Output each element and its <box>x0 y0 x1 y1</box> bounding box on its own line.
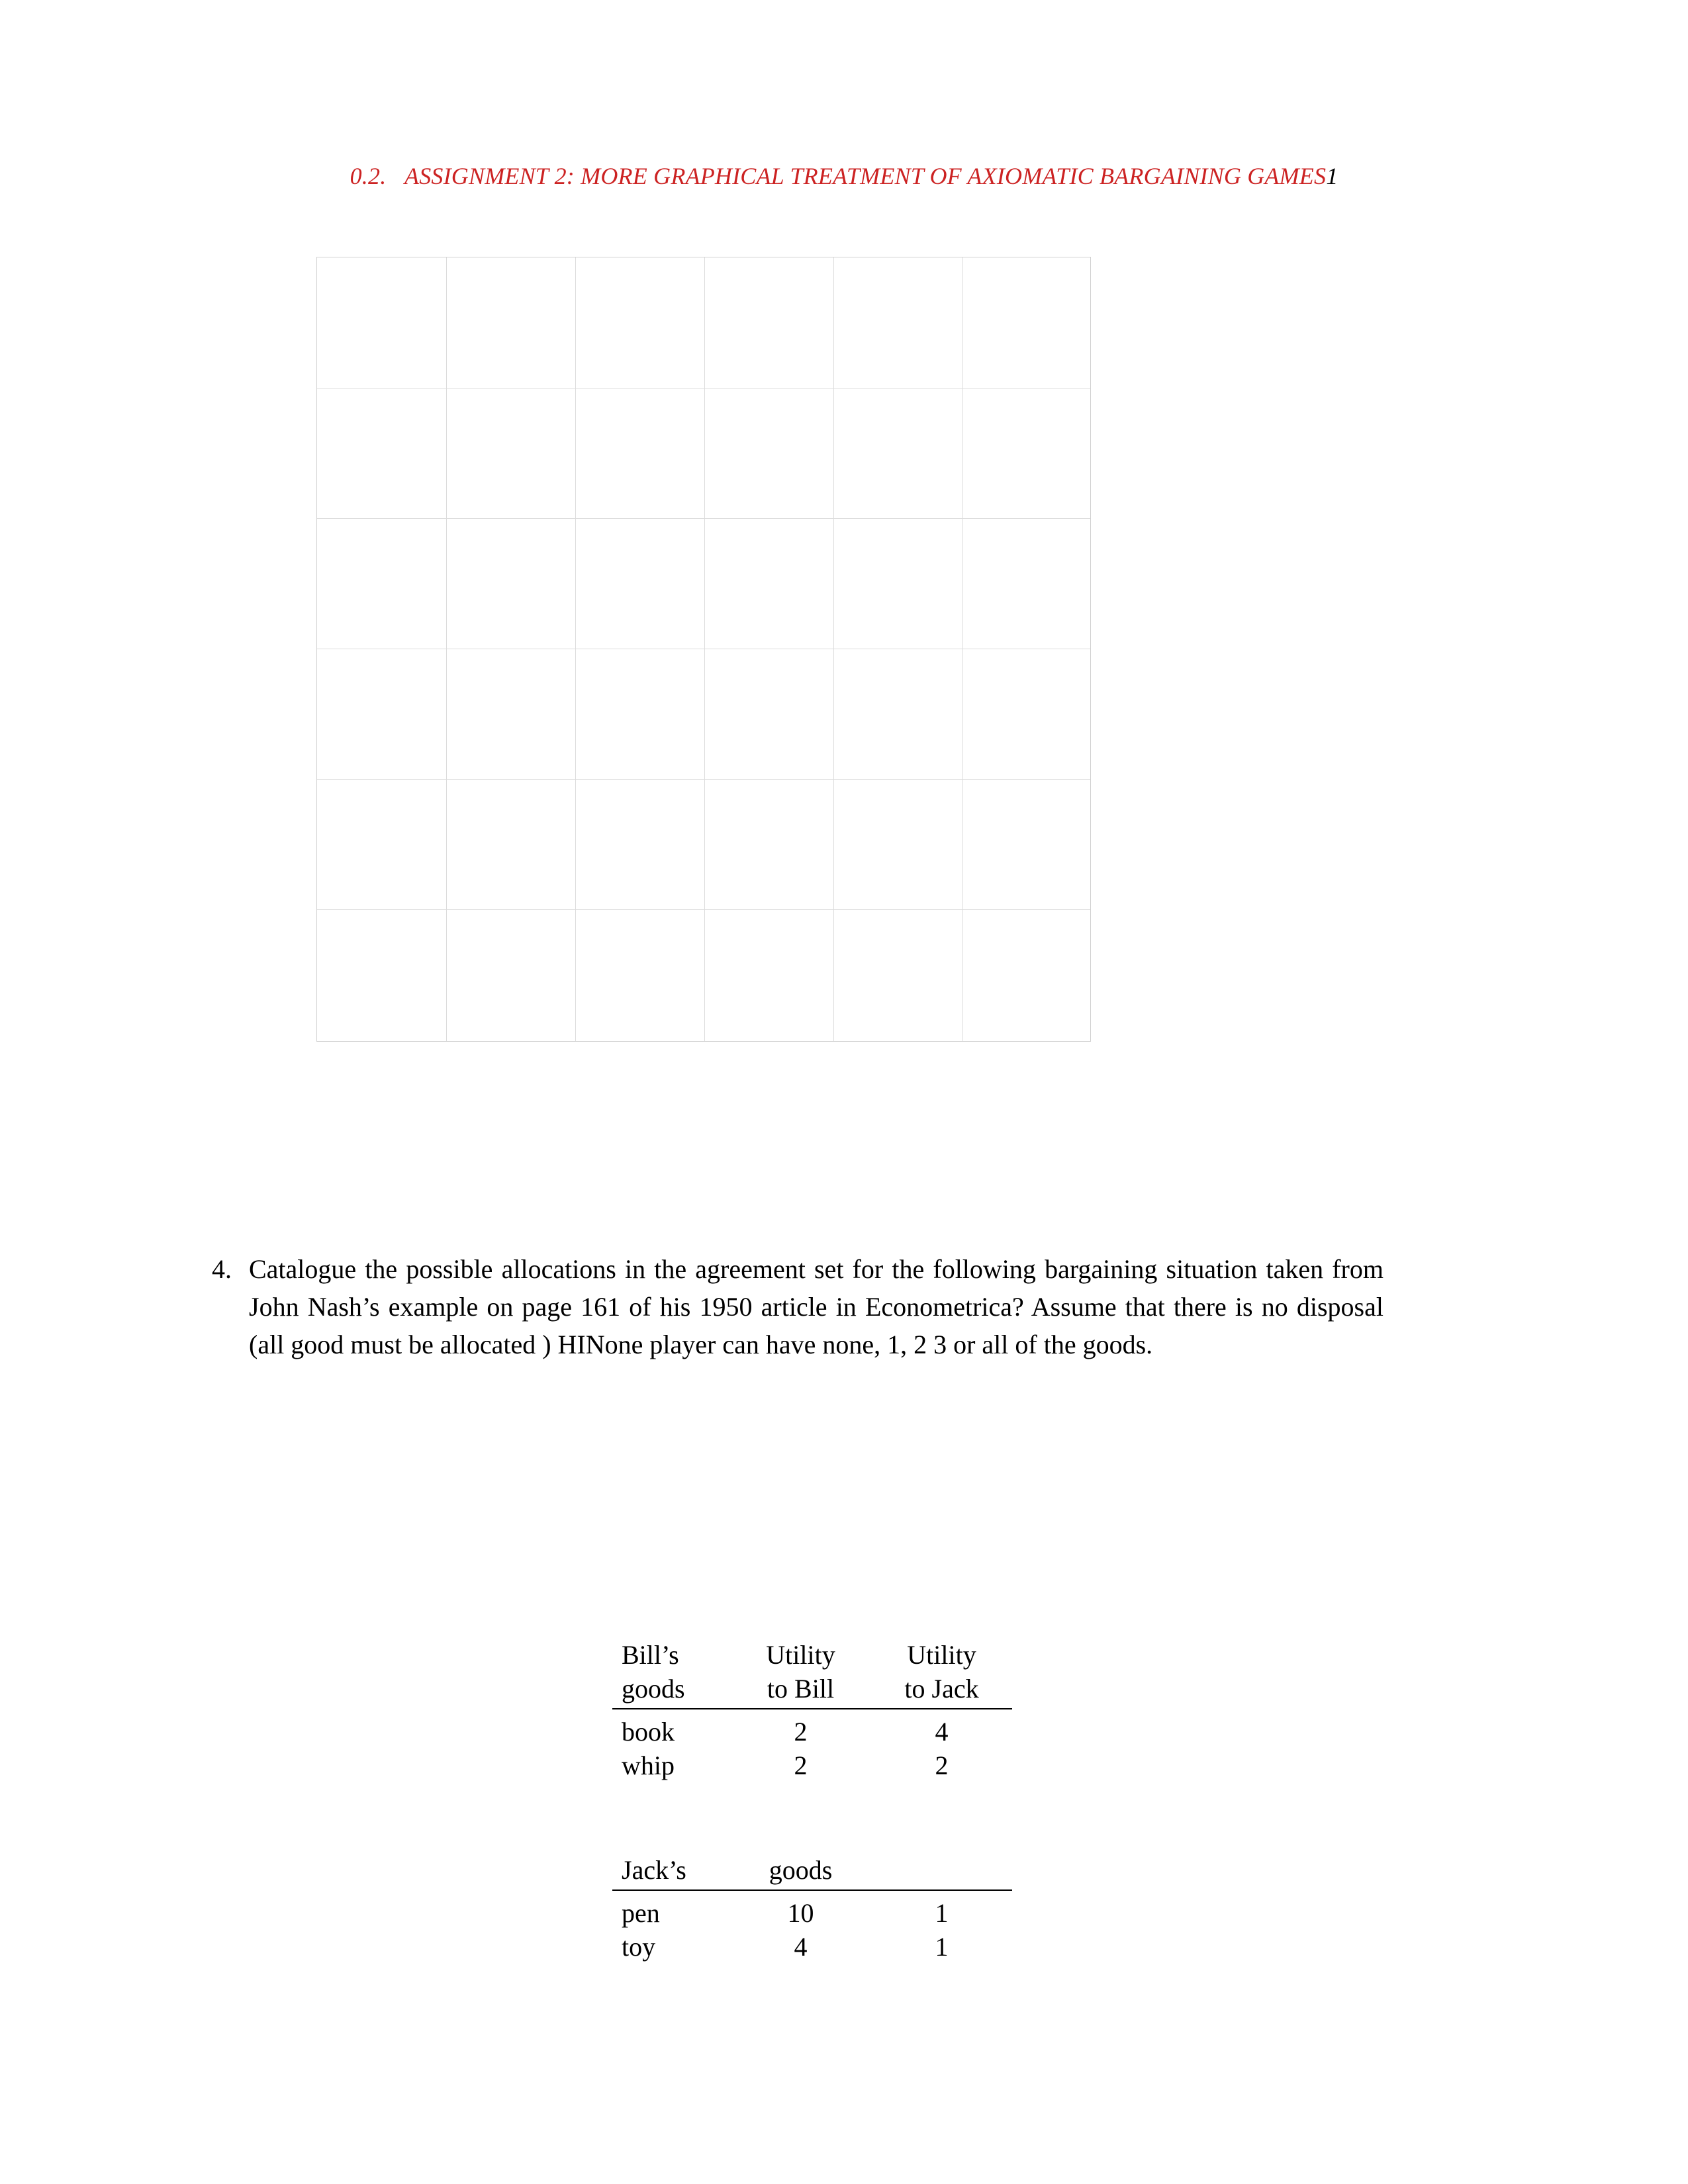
grid-vertical-line <box>833 257 834 1041</box>
jacks-row-utility-jack: 1 <box>935 1932 949 1962</box>
question-text: Catalogue the possible allocations in the agreement set for the following bargaining situation taken from John Nash’s example on page 161 of his 1950 article in Econometrica? Assume that there is no disposal (all good must be allocated ) HINone player can have none, 1, 2 3 or all of the goods. <box>249 1254 1383 1359</box>
bills-goods-table <box>612 1638 1012 1782</box>
jacks-header-blank <box>871 1853 1012 1890</box>
grid-horizontal-line <box>317 518 1090 519</box>
jacks-row-utility-bill: 4 <box>794 1932 808 1962</box>
bills-row-utility-bill: 2 <box>794 1717 808 1747</box>
header-page-number: 1 <box>1326 163 1338 189</box>
table-row <box>612 1930 1012 1964</box>
jacks-header-goods: goods <box>730 1853 871 1890</box>
grid-vertical-line <box>446 257 447 1041</box>
jacks-row-utility-jack: 1 <box>935 1898 949 1928</box>
empty-grid-figure <box>316 257 1091 1042</box>
bills-header-goods-line2: goods <box>612 1672 730 1709</box>
table-header-row-line2 <box>612 1672 1012 1709</box>
jacks-goods-table <box>612 1853 1012 1964</box>
grid-vertical-line <box>704 257 705 1041</box>
bills-header-utility-jack-line1: Utility <box>907 1640 976 1670</box>
question-number: 4. <box>212 1254 232 1284</box>
bills-row-utility-bill: 2 <box>794 1751 808 1780</box>
bills-header-goods-line1: Bill’s <box>622 1640 679 1670</box>
jacks-header-owner: Jack’s <box>612 1853 730 1890</box>
table-row <box>612 1890 1012 1930</box>
bills-row-good: book <box>622 1717 675 1747</box>
table-row <box>612 1749 1012 1782</box>
table-row <box>612 1709 1012 1749</box>
question-item-4 <box>185 1251 1383 1363</box>
bills-row-utility-jack: 4 <box>935 1717 949 1747</box>
table-header-row <box>612 1853 1012 1890</box>
jacks-row-good: pen <box>622 1898 660 1928</box>
header-section-number: 0.2. <box>350 163 387 189</box>
bills-row-utility-jack: 2 <box>935 1751 949 1780</box>
bills-header-utility-bill-line1: Utility <box>766 1640 835 1670</box>
bills-header-utility-jack-line2: to Jack <box>871 1672 1012 1709</box>
bills-row-good: whip <box>622 1751 675 1780</box>
header-title: ASSIGNMENT 2: MORE GRAPHICAL TREATMENT OF AXIOMATIC BARGAINING GAMES <box>404 163 1327 189</box>
bills-header-utility-bill-line2: to Bill <box>730 1672 871 1709</box>
page-header <box>0 162 1688 190</box>
table-header-row-line1 <box>612 1638 1012 1672</box>
grid-horizontal-line <box>317 909 1090 910</box>
grid-vertical-line <box>575 257 576 1041</box>
jacks-row-good: toy <box>622 1932 656 1962</box>
jacks-row-utility-bill: 10 <box>787 1898 814 1928</box>
grid-vertical-line <box>962 257 963 1041</box>
grid-horizontal-line <box>317 779 1090 780</box>
